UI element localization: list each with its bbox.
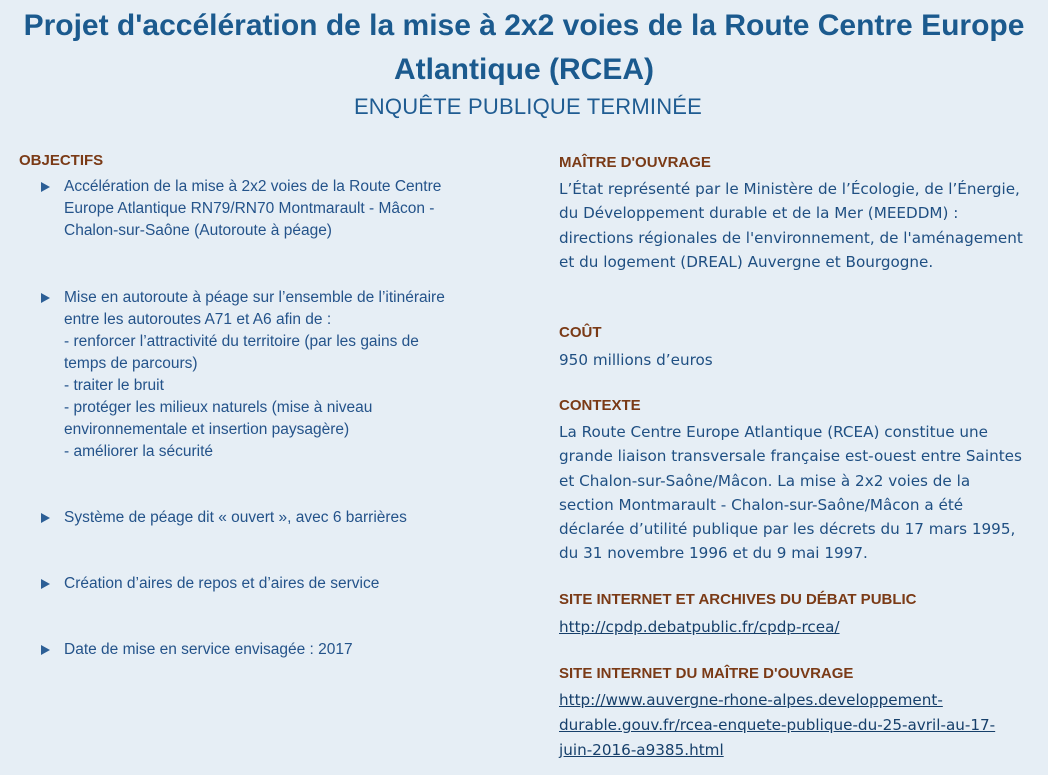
context-heading: CONTEXTE xyxy=(559,397,641,414)
debate-site-link[interactable]: http://cpdp.debatpublic.fr/cpdp-rcea/ xyxy=(559,618,840,636)
objectives-section xyxy=(19,152,499,658)
objective-item xyxy=(41,507,481,529)
bullet-arrow-icon xyxy=(41,182,50,192)
bullet-arrow-icon xyxy=(41,293,50,303)
owner-site-link[interactable]: http://www.auvergne-rhone-alpes.developpement- durable.gouv.fr/rcea-enquete-publique-du-25-avril-au-17- juin-2016-a9385.html xyxy=(559,691,996,759)
context-text: La Route Centre Europe Atlantique (RCEA) constitue une grande liaison transversale française est-ouest entre Saintes et Chalon-sur-Saône/Mâcon. La mise à 2x2 voies de la section Montmarault - Chalon-sur-Saône/Mâcon a été déclarée d’utilité publique par les décrets du 17 mars 1995, du 31 novembre 1996 et du 9 mai 1997. xyxy=(559,423,1022,563)
cost-heading: COÛT xyxy=(559,324,602,341)
cost-text: 950 millions d’euros xyxy=(559,351,713,369)
objective-text: Création d’aires de repos et d’aires de service xyxy=(64,575,380,592)
objective-text: Mise en autoroute à péage sur l’ensemble de l’itinéraire entre les autoroutes A71 et A6 afin de : - renforcer l’attractivité du territoire (par les gains de temps de parcours) - traiter le bruit - protéger les milieux naturels (mise à niveau environnementale et insertion paysagère) - améliorer la sécurité xyxy=(64,289,445,460)
objective-text: Système de péage dit « ouvert », avec 6 barrières xyxy=(64,509,407,526)
debate-site-heading: SITE INTERNET ET ARCHIVES DU DÉBAT PUBLIC xyxy=(559,591,917,608)
objective-item xyxy=(41,176,481,242)
bullet-arrow-icon xyxy=(41,579,50,589)
page-title xyxy=(0,4,1048,92)
page-title-line1: Projet d'accélération de la mise à 2x2 voies de la Route Centre Europe xyxy=(23,9,1025,42)
owner-heading: MAÎTRE D'OUVRAGE xyxy=(559,154,711,171)
bullet-arrow-icon xyxy=(41,513,50,523)
bullet-arrow-icon xyxy=(41,645,50,655)
owner-text: L’État représenté par le Ministère de l’Écologie, de l’Énergie, du Développement durable et de la Mer (MEEDDM) : directions régionales de l'environnement, de l'aménagement et du logement (DREAL) Auvergne et Bourgogne. xyxy=(559,180,1023,271)
objective-text: Date de mise en service envisagée : 2017 xyxy=(64,641,353,658)
owner-site-heading: SITE INTERNET DU MAÎTRE D'OUVRAGE xyxy=(559,665,854,682)
objective-item xyxy=(41,639,481,661)
objective-text: Accélération de la mise à 2x2 voies de la Route Centre Europe Atlantique RN79/RN70 Montmarault - Mâcon - Chalon-sur-Saône (Autoroute à péage) xyxy=(64,178,442,239)
page-title-line2: Atlantique (RCEA) xyxy=(394,53,654,86)
status-subtitle: ENQUÊTE PUBLIQUE TERMINÉE xyxy=(353,94,703,119)
objectives-heading: OBJECTIFS xyxy=(19,152,104,169)
objective-item xyxy=(41,573,481,595)
objective-item xyxy=(41,287,481,463)
